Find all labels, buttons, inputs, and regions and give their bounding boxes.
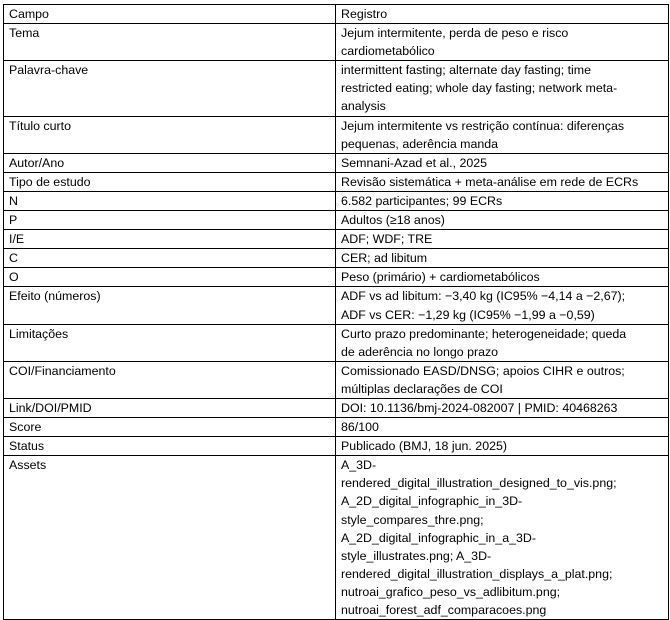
header-value-cell: Registro xyxy=(336,5,669,24)
value-line: style_illustrates.png; A_3D- xyxy=(341,548,492,563)
value-cell xyxy=(336,172,669,191)
value-line: A_2D_digital_infographic_in_a_3D- xyxy=(341,530,536,545)
record-table xyxy=(3,4,669,620)
value-line: ADF vs ad libitum: −3,40 kg (IC95% −4,14 a −2,67); xyxy=(341,289,626,304)
value-cell xyxy=(336,116,669,153)
field-cell: O xyxy=(4,268,336,287)
value-line: restricted eating; whole day fasting; network meta- xyxy=(341,81,618,96)
table-row xyxy=(4,361,669,398)
value-cell xyxy=(336,249,669,268)
value-line: analysis xyxy=(341,99,386,114)
table-row xyxy=(4,456,669,620)
value-line: nutroai_grafico_peso_vs_adlibitum.png; xyxy=(341,584,561,599)
table-row xyxy=(4,324,669,361)
table-row xyxy=(4,437,669,456)
field-cell: I/E xyxy=(4,230,336,249)
field-cell: Tipo de estudo xyxy=(4,172,336,191)
value-line: rendered_digital_illustration_designed_to_vis.png; xyxy=(341,476,617,491)
value-line: ADF vs CER: −1,29 kg (IC95% −1,99 a −0,59) xyxy=(341,307,595,322)
value-line: 86/100 xyxy=(341,420,379,435)
value-cell xyxy=(336,437,669,456)
field-cell: P xyxy=(4,211,336,230)
table-row xyxy=(4,61,669,116)
table-header-row xyxy=(4,5,669,24)
table-row xyxy=(4,287,669,324)
value-line: múltiplas declarações de COI xyxy=(341,381,503,396)
value-cell xyxy=(336,418,669,437)
field-cell: Efeito (números) xyxy=(4,287,336,324)
value-cell xyxy=(336,456,669,620)
value-line: nutroai_forest_adf_comparacoes.png xyxy=(341,603,547,617)
table-row xyxy=(4,418,669,437)
table-row xyxy=(4,398,669,417)
value-cell xyxy=(336,191,669,210)
value-cell xyxy=(336,24,669,61)
table-row xyxy=(4,153,669,172)
field-cell: C xyxy=(4,249,336,268)
field-cell: Tema xyxy=(4,24,336,61)
field-cell: Link/DOI/PMID xyxy=(4,398,336,417)
value-line: 6.582 participantes; 99 ECRs xyxy=(341,193,503,208)
field-cell: Status xyxy=(4,437,336,456)
value-line: Peso (primário) + cardiometabólicos xyxy=(341,270,540,285)
header-field-cell: Campo xyxy=(4,5,336,24)
value-line: Jejum intermitente, perda de peso e risco xyxy=(341,26,569,41)
table-row xyxy=(4,230,669,249)
value-line: cardiometabólico xyxy=(341,44,435,59)
value-cell xyxy=(336,268,669,287)
value-cell xyxy=(336,398,669,417)
field-cell: N xyxy=(4,191,336,210)
field-cell: Score xyxy=(4,418,336,437)
field-cell: Palavra-chave xyxy=(4,61,336,116)
field-cell: Limitações xyxy=(4,324,336,361)
value-line: style_compares_thre.png; xyxy=(341,512,484,527)
field-cell: Título curto xyxy=(4,116,336,153)
record-table-body xyxy=(4,5,669,620)
value-line: Publicado (BMJ, 18 jun. 2025) xyxy=(341,439,507,454)
value-line: A_2D_digital_infographic_in_3D- xyxy=(341,494,523,509)
value-cell xyxy=(336,61,669,116)
table-row xyxy=(4,211,669,230)
table-row xyxy=(4,172,669,191)
value-cell xyxy=(336,230,669,249)
value-line: Semnani-Azad et al., 2025 xyxy=(341,155,488,170)
value-cell xyxy=(336,287,669,324)
table-row xyxy=(4,116,669,153)
field-cell: COI/Financiamento xyxy=(4,361,336,398)
value-line: de aderência no longo prazo xyxy=(341,344,499,359)
table-row xyxy=(4,24,669,61)
value-line: ADF; WDF; TRE xyxy=(341,232,433,247)
value-line: A_3D- xyxy=(341,458,377,473)
value-line: rendered_digital_illustration_displays_a_plat.png; xyxy=(341,566,613,581)
value-line: pequenas, aderência manda xyxy=(341,136,499,151)
value-cell xyxy=(336,324,669,361)
value-line: Adultos (≥18 anos) xyxy=(341,213,445,228)
value-line: Jejum intermitente vs restrição contínua: diferenças xyxy=(341,118,625,133)
value-cell xyxy=(336,361,669,398)
value-line: Revisão sistemática + meta-análise em rede de ECRs xyxy=(341,174,639,189)
value-cell xyxy=(336,153,669,172)
table-row xyxy=(4,268,669,287)
value-line: Comissionado EASD/DNSG; apoios CIHR e outros; xyxy=(341,363,625,378)
value-line: intermittent fasting; alternate day fasting; time xyxy=(341,63,592,78)
value-cell xyxy=(336,211,669,230)
value-line: Curto prazo predominante; heterogeneidade; queda xyxy=(341,326,627,341)
table-row xyxy=(4,191,669,210)
table-row xyxy=(4,249,669,268)
field-cell: Autor/Ano xyxy=(4,153,336,172)
value-line: DOI: 10.1136/bmj-2024-082007 | PMID: 40468263 xyxy=(341,400,618,415)
value-line: CER; ad libitum xyxy=(341,251,428,266)
field-cell: Assets xyxy=(4,456,336,620)
